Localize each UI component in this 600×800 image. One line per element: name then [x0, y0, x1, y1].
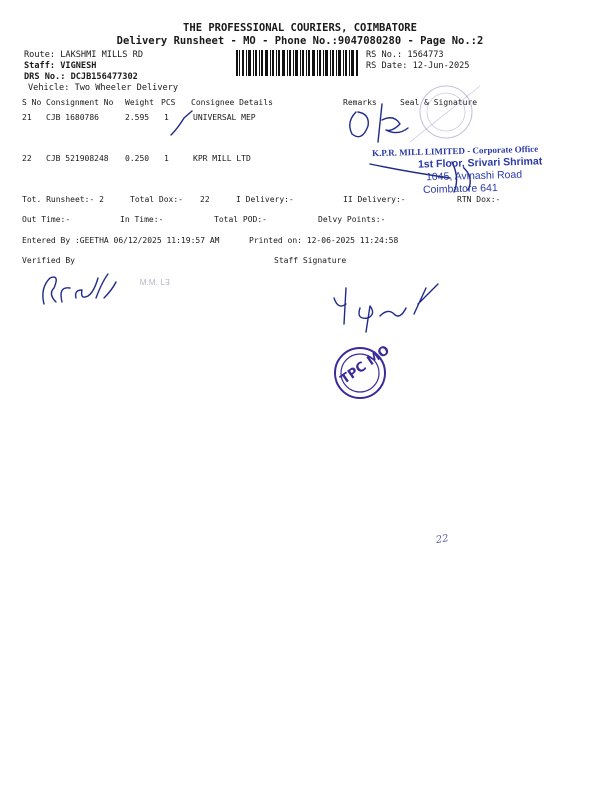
- kpr-stamp-line3: 1045, Avinashi Road: [425, 168, 523, 184]
- col-remarks: Remarks: [343, 98, 377, 107]
- tpc-stamp-text: TPC MO: [337, 342, 393, 388]
- runsheet-subtitle: Delivery Runsheet - MO - Phone No.:9047080280 - Page No.:2: [116, 35, 484, 47]
- kpr-stamp-scribble-icon: [368, 158, 488, 194]
- staff-signature-icon: [330, 280, 450, 334]
- in-time: In Time:-: [120, 215, 164, 224]
- kpr-stamp-line4: Coimbatore 641: [422, 182, 498, 196]
- col-consignment: Consignment No: [46, 98, 114, 107]
- printed-on: Printed on: 12-06-2025 11:24:58: [249, 236, 399, 245]
- row-pcs: 1: [164, 113, 169, 122]
- verifier-signature-icon: [36, 268, 120, 312]
- tick-mark-icon: [168, 110, 198, 138]
- out-time: Out Time:-: [22, 215, 71, 224]
- rs-number: RS No.: 1564773: [366, 50, 444, 60]
- drs-number: DRS No.: DCJB156477302: [24, 72, 138, 82]
- rtn-dox: RTN Dox:-: [457, 195, 501, 204]
- entered-by: Entered By :GEETHA 06/12/2025 11:19:57 AM: [22, 236, 220, 245]
- col-weight: Weight: [125, 98, 154, 107]
- kpr-stamp-line2: 1st Floor, Srivari Shrimat: [417, 155, 543, 171]
- row-weight: 0.250: [125, 154, 150, 163]
- barcode: [236, 50, 360, 76]
- total-pod: Total POD:-: [214, 215, 267, 224]
- row-consignment: CJB 521908248: [46, 154, 109, 163]
- total-runsheet: Tot. Runsheet:- 2: [22, 195, 104, 204]
- total-dox-label: Total Dox:-: [130, 195, 183, 204]
- kpr-stamp-line1: K.P.R. MILL LIMITED - Corporate Office: [371, 143, 539, 159]
- ii-delivery: II Delivery:-: [343, 195, 406, 204]
- faded-mark: Ꮇ.Ꮇ. ꓡꓱ: [140, 278, 170, 287]
- rs-date: RS Date: 12-Jun-2025: [366, 61, 470, 71]
- handwritten-note: 22: [435, 532, 450, 547]
- row-pcs: 1: [164, 154, 169, 163]
- delvy-points: Delvy Points:-: [318, 215, 386, 224]
- row-consignment: CJB 1680786: [46, 113, 99, 122]
- row-weight: 2.595: [125, 113, 150, 122]
- row-sno: 21: [22, 113, 32, 122]
- route-label: Route: LAKSHMI MILLS RD: [24, 50, 143, 60]
- vehicle-label: Vehicle: Two Wheeler Delivery: [28, 83, 179, 93]
- col-consignee: Consignee Details: [191, 98, 273, 107]
- verified-by-label: Verified By: [22, 256, 75, 265]
- staff-label: Staff: VIGNESH: [24, 61, 97, 71]
- i-delivery: I Delivery:-: [236, 195, 294, 204]
- row-sno: 22: [22, 154, 32, 163]
- total-dox-value: 22: [200, 195, 210, 204]
- row-consignee: KPR MILL LTD: [193, 154, 251, 163]
- col-pcs: PCS: [161, 98, 176, 107]
- col-sno: S No: [22, 98, 42, 107]
- kpr-round-seal-icon: [392, 80, 492, 152]
- row-consignee: UNIVERSAL MEP: [193, 113, 256, 122]
- staff-signature-label: Staff Signature: [274, 256, 347, 265]
- company-title: THE PROFESSIONAL COURIERS, COIMBATORE: [183, 22, 417, 34]
- col-seal-signature: Seal & Signature: [400, 98, 478, 107]
